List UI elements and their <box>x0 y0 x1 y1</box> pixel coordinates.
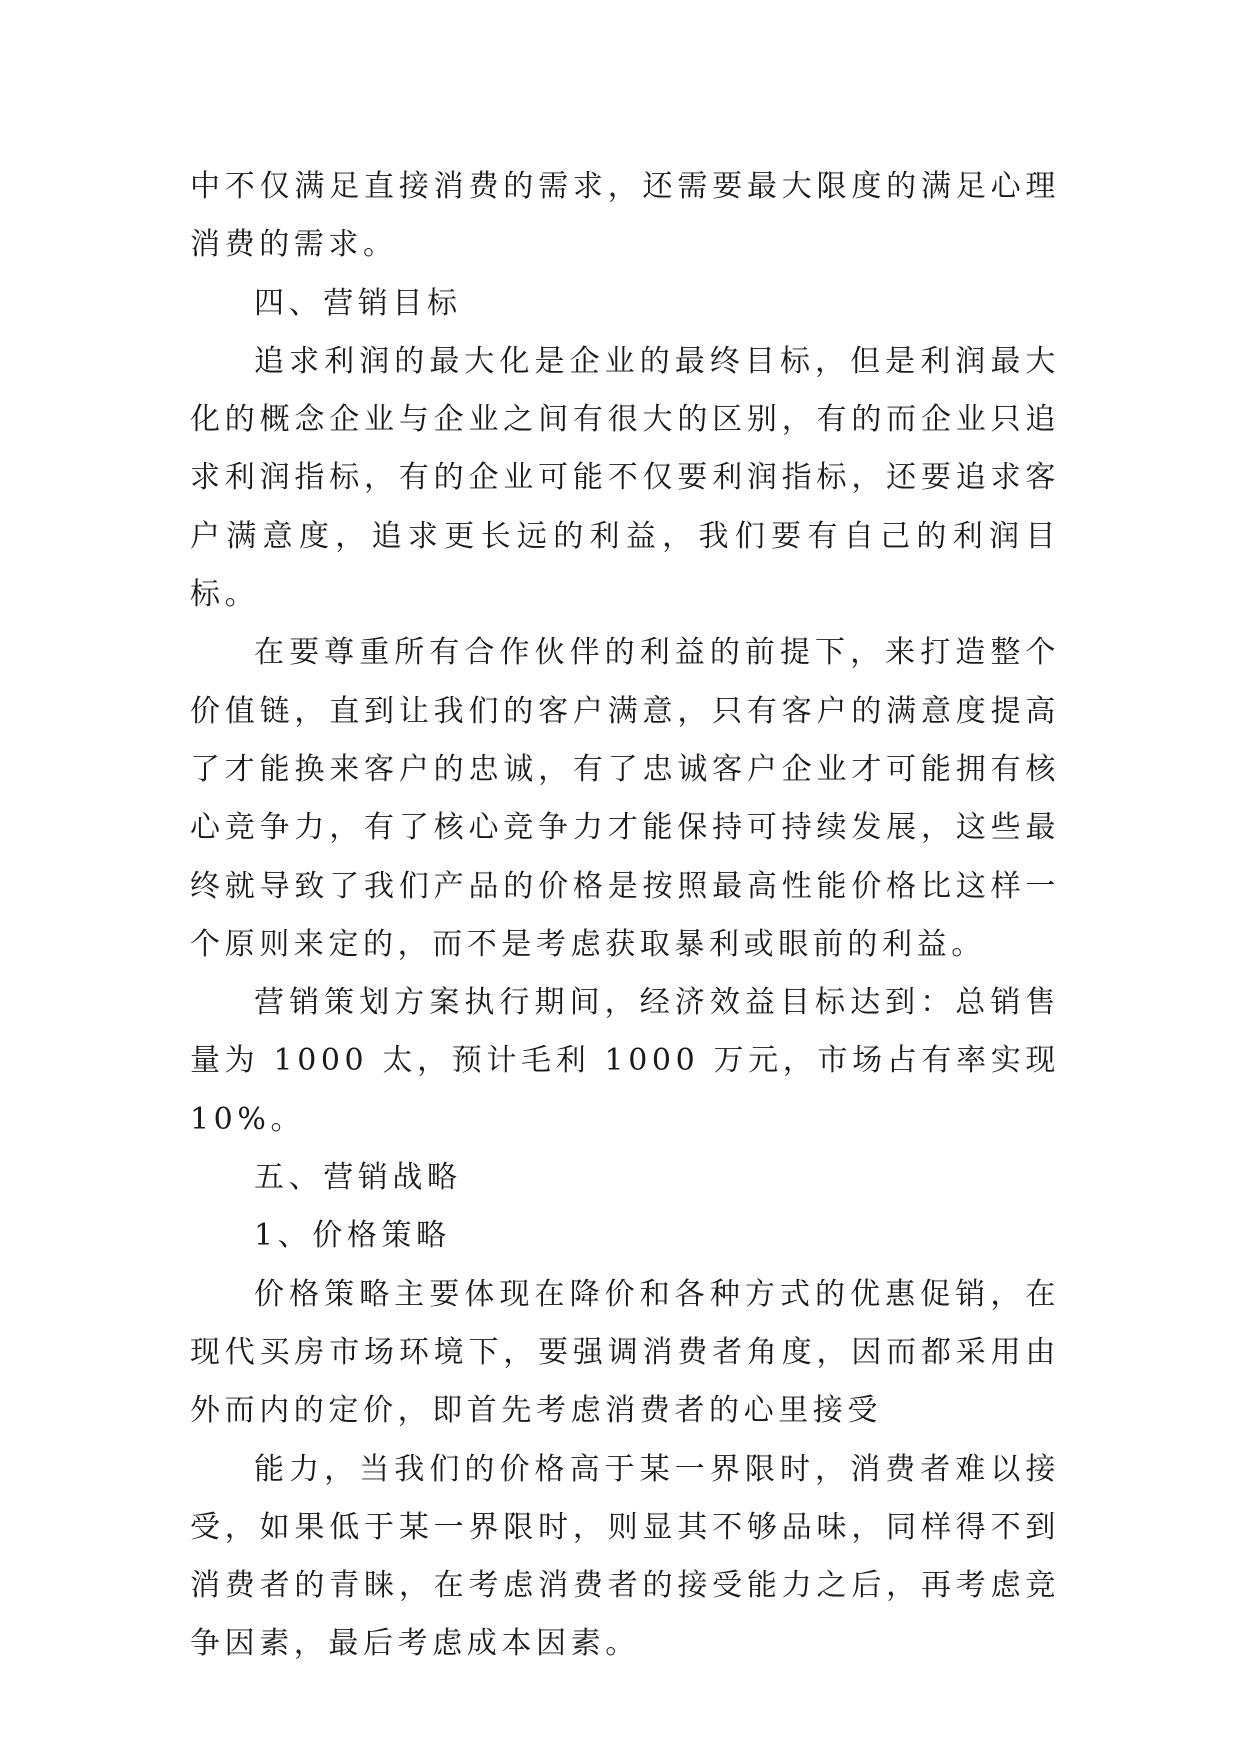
section-heading-marketing-strategy: 五、营销战略 <box>254 1160 462 1196</box>
document-body <box>190 158 1060 1674</box>
paragraph-economic-targets: 营销策划方案执行期间，经济效益目标达到：总销售量为 1000 太，预计毛利 1000 万元，市场占有率实现 10%。 <box>190 985 1060 1137</box>
subheading-price-strategy: 1、价格策略 <box>254 1218 451 1254</box>
paragraph-acceptance-ability: 能力，当我们的价格高于某一界限时，消费者难以接受，如果低于某一界限时，则显其不够品味，同样得不到消费者的青睐，在考虑消费者的接受能力之后，再考虑竞争因素，最后考虑成本因素。 <box>190 1451 1060 1662</box>
paragraph-value-chain: 在要尊重所有合作伙伴的利益的前提下，来打造整个价值链，直到让我们的客户满意，只有客户的满意度提高了才能换来客户的忠诚，有了忠诚客户企业才可能拥有核心竞争力，有了核心竞争力才能保持可持续发展，这些最终就导致了我们产品的价格是按照最高性能价格比这样一个原则来定的，而不是考虑获取暴利或眼前的利益。 <box>190 635 1060 962</box>
paragraph-profit-goal: 追求利润的最大化是企业的最终目标，但是利润最大化的概念企业与企业之间有很大的区别，有的而企业只追求利润指标，有的企业可能不仅要利润指标，还要追求客户满意度，追求更长远的利益，我们要有自己的利润目标。 <box>190 343 1060 613</box>
paragraph-continuation: 中不仅满足直接消费的需求，还需要最大限度的满足心理消费的需求。 <box>190 169 1060 263</box>
section-heading-marketing-goals: 四、营销目标 <box>254 285 462 321</box>
paragraph-price-strategy: 价格策略主要体现在降价和各种方式的优惠促销，在现代买房市场环境下，要强调消费者角度，因而都采用由外而内的定价，即首先考虑消费者的心里接受 <box>190 1276 1060 1429</box>
